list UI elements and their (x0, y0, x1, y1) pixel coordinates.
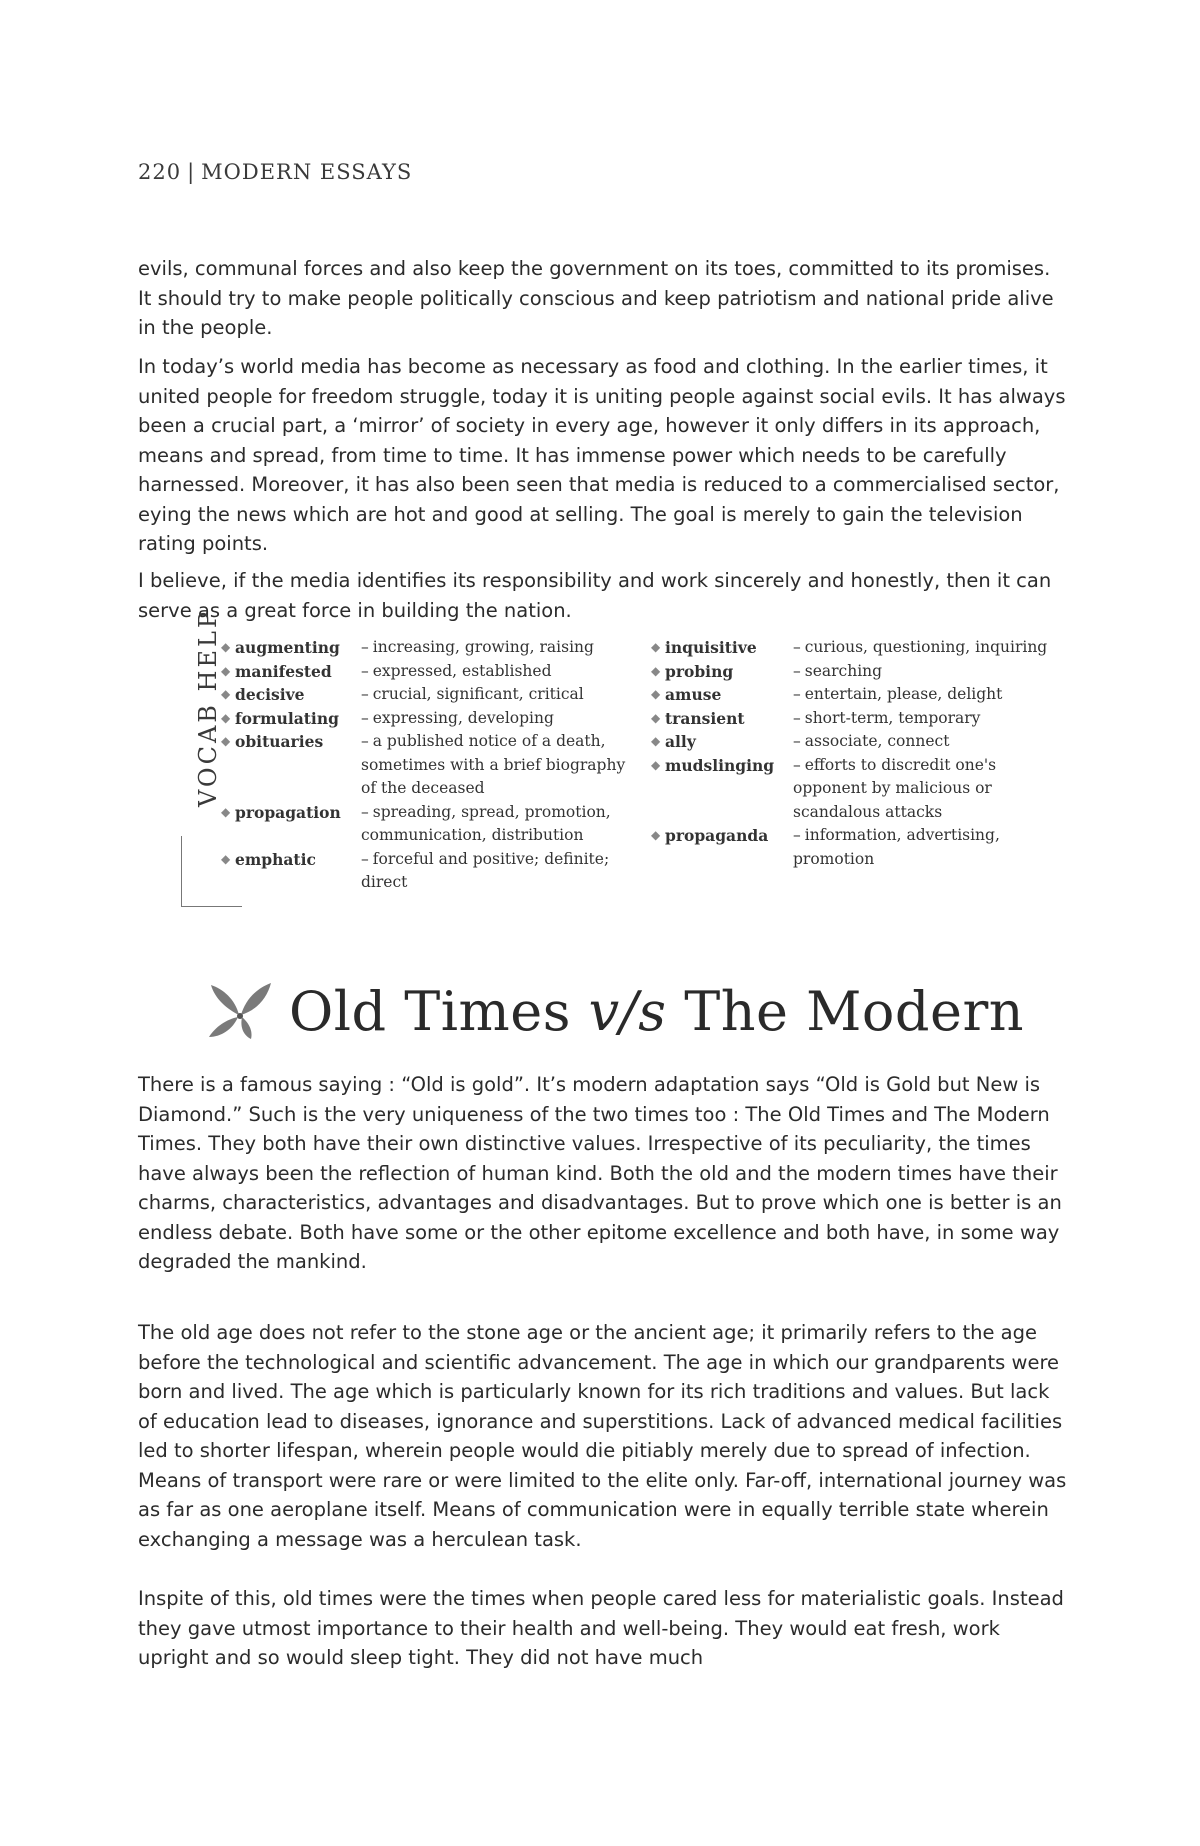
vocab-term: formulating (235, 708, 339, 728)
vocab-term: manifested (235, 661, 332, 681)
vocab-term: inquisitive (665, 638, 757, 657)
vocab-entry (651, 683, 1071, 707)
vocab-term: mudslinging (665, 755, 775, 775)
vocab-column-left (221, 636, 641, 895)
bullet-icon: ◆ (221, 804, 231, 819)
vocab-entry (221, 707, 641, 731)
vocab-entry (651, 730, 1071, 754)
vocab-term: decisive (235, 685, 305, 704)
vocab-definition: – information, advertising, promotion (793, 826, 1000, 868)
vocab-term: propaganda (665, 826, 769, 845)
running-head-separator: | (187, 160, 196, 184)
vocab-entry (221, 730, 641, 801)
vocab-entry (221, 683, 641, 707)
paragraph: Inspite of this, old times were the times when people cared less for materialistic goals. Instead they gave utmost importance to their health and well-being. They would eat fresh, work upright and so would sleep tight. They did not have much (138, 1587, 1064, 1669)
paragraph: I believe, if the media identifies its responsibility and work sincerely and honestly, then it can serve as a great force in building the nation. (138, 569, 1052, 622)
vocab-entry (651, 824, 1071, 871)
vocab-definition: – entertain, please, delight (793, 685, 1003, 703)
essay-heading (205, 976, 1024, 1046)
vocab-term: ally (665, 732, 696, 751)
vocab-definition: – short-term, temporary (793, 708, 981, 727)
vocab-help-box (165, 608, 1065, 912)
vocab-definition: – expressing, developing (361, 708, 554, 727)
vocab-definition: – searching (793, 661, 883, 680)
vocab-title: VOCAB HELP (194, 608, 222, 807)
vocab-definition: – a published notice of a death, sometimes with a brief biography of the deceased (361, 732, 626, 797)
paragraph: The old age does not refer to the stone age or the ancient age; it primarily refers to the age before the technological and scientific advancement. The age in which our grandparents were born and lived. The age which is particularly known for its rich traditions and values. But lack of education lead to diseases, ignorance and superstitions. Lack of advanced medical facilities led to shorter lifespan, wherein people would die pitiably merely due to spread of infection. Means of transport were rare or were limited to the elite only. Far-off, international journey was as far as one aeroplane itself. Means of communication were in equally terrible state wherein exchanging a message was a herculean task. (138, 1321, 1067, 1551)
bullet-icon: ◆ (651, 640, 661, 654)
vocab-entry (221, 801, 641, 848)
page-number: 220 (138, 160, 182, 184)
bullet-icon: ◆ (221, 640, 231, 654)
bullet-icon: ◆ (221, 663, 231, 678)
vocab-definition: – efforts to discredit one's opponent by malicious or scandalous attacks (793, 755, 997, 821)
bullet-icon: ◆ (221, 687, 231, 701)
vocab-term: propagation (235, 802, 341, 822)
bullet-icon: ◆ (651, 710, 661, 725)
vocab-definition: – associate, connect (793, 732, 950, 750)
bullet-icon: ◆ (651, 687, 661, 701)
running-head (138, 160, 412, 184)
bullet-icon: ◆ (651, 734, 661, 748)
vocab-term: augmenting (235, 638, 340, 657)
paragraph: In today’s world media has become as necessary as food and clothing. In the earlier times, it united people for freedom struggle, today it is uniting people against social evils. It has always been a crucial part, a ‘mirror’ of society in every age, however it only differs in its approach, means and spread, from time to time. It has immense power which needs to be carefully harnessed. Moreover, it has also been seen that media is reduced to a commercialised sector, eying the news which are hot and good at selling. The goal is merely to gain the television rating points. (138, 355, 1066, 555)
bullet-icon: ◆ (221, 851, 231, 866)
leaf-icon (205, 981, 275, 1041)
vocab-definition: – crucial, significant, critical (361, 685, 584, 703)
vocab-definition: – spreading, spread, promotion, communication, distribution (361, 802, 611, 844)
vocab-entry (651, 707, 1071, 731)
paragraph: There is a famous saying : “Old is gold”. It’s modern adaptation says “Old is Gold but New is Diamond.” Such is the very uniqueness of the two times too : The Old Times and The Modern Times. They both have their own distinctive values. Irrespective of its peculiarity, the times have always been the reflection of human kind. Both the old and the modern times have their charms, characteristics, advantages and disadvantages. But to prove which one is better is an endless debate. Both have some or the other epitome excellence and both have, in some way degraded the mankind. (138, 1073, 1062, 1273)
vocab-definition: – increasing, growing, raising (361, 638, 594, 656)
vocab-term: amuse (665, 685, 722, 704)
vocab-term: emphatic (235, 849, 316, 869)
vocab-entry (221, 636, 641, 660)
vocab-definition: – forceful and positive; definite; direct (361, 849, 610, 891)
bullet-icon: ◆ (651, 828, 661, 842)
vocab-entry (651, 660, 1071, 684)
vocab-term: probing (665, 661, 734, 681)
vocab-term: transient (665, 708, 745, 728)
book-title: MODERN ESSAYS (201, 160, 413, 184)
vocab-entry (221, 848, 641, 895)
vocab-definition: – curious, questioning, inquiring (793, 638, 1048, 656)
vocab-column-right (651, 636, 1071, 871)
essay-title: Old Times v/s The Modern (289, 979, 1025, 1043)
vocab-entry (651, 754, 1071, 825)
bullet-icon: ◆ (221, 734, 231, 748)
vocab-entry (221, 660, 641, 684)
bullet-icon: ◆ (651, 663, 661, 678)
vocab-entry (651, 636, 1071, 660)
bullet-icon: ◆ (651, 757, 661, 772)
vocab-definition: – expressed, established (361, 661, 552, 680)
vocab-term: obituaries (235, 732, 324, 751)
paragraph: evils, communal forces and also keep the government on its toes, committed to its promises. It should try to make people politically conscious and keep patriotism and national pride alive in the people. (138, 257, 1054, 339)
bullet-icon: ◆ (221, 710, 231, 725)
